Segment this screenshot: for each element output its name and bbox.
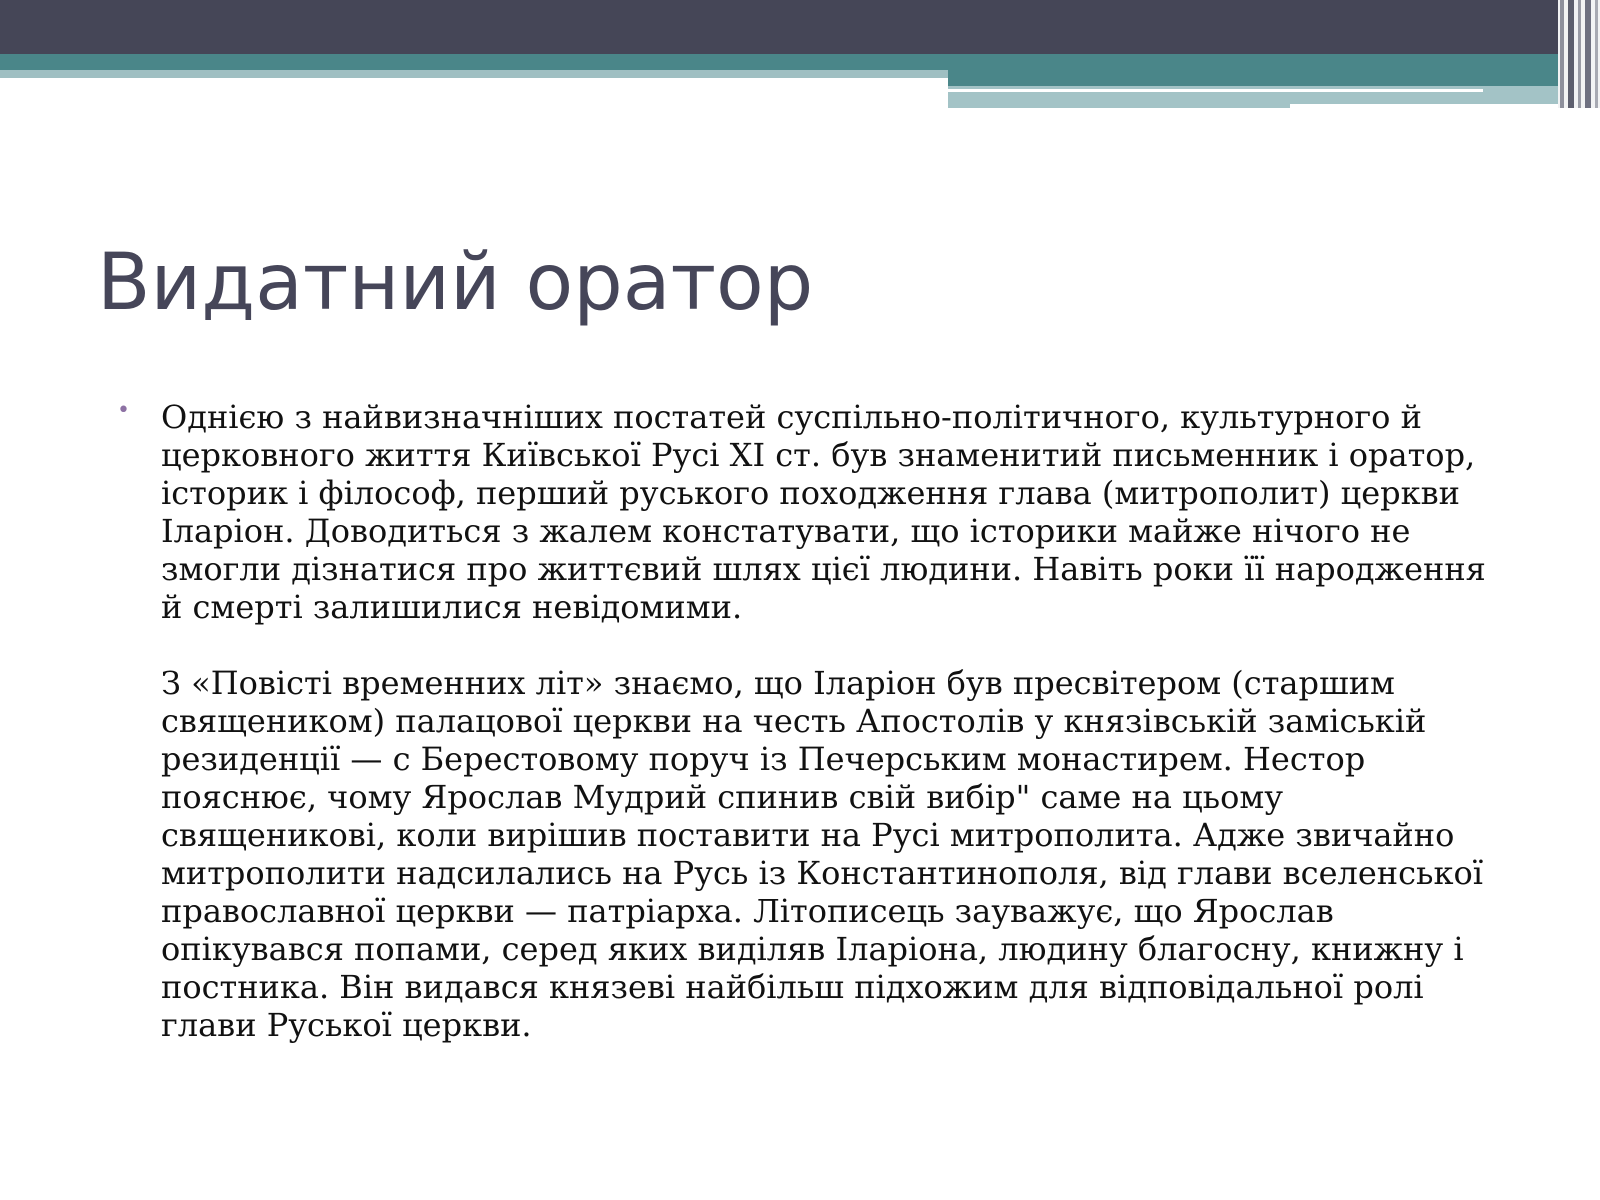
slide-title: Видатний оратор bbox=[97, 238, 814, 328]
edge-stripes bbox=[1558, 0, 1600, 108]
bullet-dot-icon: • bbox=[117, 398, 130, 423]
header-divider-line-short bbox=[1290, 104, 1560, 108]
header-divider-line bbox=[948, 89, 1483, 92]
slide-content bbox=[117, 398, 1517, 1044]
header-band-dark bbox=[0, 0, 1600, 54]
header-band-teal bbox=[0, 54, 1560, 70]
header-band-teal-right bbox=[948, 70, 1560, 86]
paragraph-2: З «Повісті временних літ» знаємо, що Іларіон був пресвітером (старшим священиком) палацової церкви на честь Апостолів у князівській заміській резиденції — с Берестовому поруч із Печерським монастирем. Нестор пояснює, чому Ярослав Мудрий спинив свій вибір" саме на цьому священикові, коли вирішив поставити на Русі митрополита. Адже звичайно митрополити надсилались на Русь із Константинополя, від глави вселенської православної церкви — патріарха. Літописець зауважує, що Ярослав опікувався попами, серед яких виділяв Іларіона, людину благосну, книжну і постника. Він видався князеві найбільш підхожим для відповідальної ролі глави Руської церкви. bbox=[161, 664, 1483, 1044]
paragraph-1: Однією з найвизначніших постатей суспільно-політичного, культурного й церковного життя Київської Русі XI ст. був знаменитий письменник і оратор, історик і філософ, перший руського походження глава (митрополит) церкви Іларіон. Доводиться з жалем констатувати, що історики майже нічого не змогли дізнатися про життєвий шлях цієї людини. Навіть роки її народження й смерті залишилися невідомими. bbox=[161, 398, 1486, 626]
header-band-light-left bbox=[0, 70, 948, 78]
